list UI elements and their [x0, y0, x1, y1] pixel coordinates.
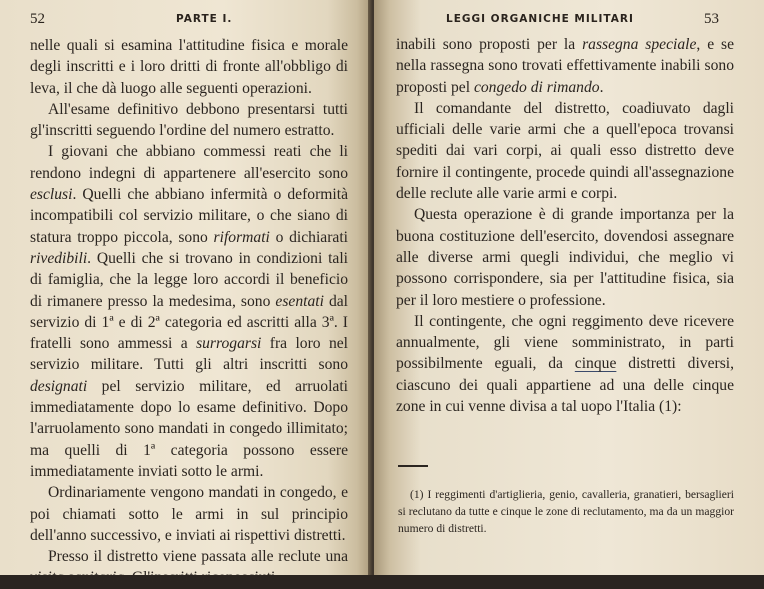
italic-term: esentati [275, 292, 324, 310]
paragraph [396, 98, 734, 204]
italic-term: surrogarsi [196, 335, 262, 353]
paragraph [30, 546, 348, 589]
footnote [398, 486, 734, 537]
paragraph [396, 311, 734, 417]
text-run: . Gl'inscritti riconosciuti [124, 569, 276, 587]
footnote-text: (1) I reggimenti d'artiglieria, genio, cavalleria, granatieri, bersaglieri si reclutano da tutte e cinque le zone di reclutamento, ma da un maggior numero di distretti. [398, 488, 734, 535]
underlined-word: cinque [574, 355, 617, 373]
text-run: dal servizio di 1ª e di 2ª categoria ed ascritti alla 3ª. I fratelli sono ammessi a [30, 292, 349, 353]
text-run: I giovani che abbiano commessi reati che li rendono indegni di appartenere all'esercito sono [30, 143, 348, 182]
italic-term: riformati [213, 228, 270, 246]
running-head: PARTE I. [176, 13, 233, 25]
page-number: 53 [704, 11, 719, 27]
text-run: . [599, 78, 604, 96]
italic-term: visita sanitaria [30, 569, 125, 587]
italic-term: esclusi [30, 186, 73, 204]
running-head: LEGGI ORGANICHE MILITARI [446, 13, 634, 25]
page-number: 52 [30, 11, 45, 27]
text-run: Ordinariamente vengono mandati in congedo, e poi chiamati sotto le armi in sul principio dell'anno successivo, e inviati ai rispettivi distretti. [30, 484, 348, 544]
italic-term: congedo di rimando [473, 78, 600, 96]
text-run: nelle quali si esamina l'attitudine fisica e morale degli inscritti e i loro dritti di fronte all'obbligo di leva, il che dà luogo alle seguenti operazioni. [30, 37, 348, 97]
text-run: Il contingente, che ogni reggimento deve ricevere annualmente, gli viene somministrato, in parti possibilmente eguali, da [396, 312, 734, 373]
body-text [396, 34, 734, 417]
text-run: . Quelli che abbiano infermità o deformità incompatibili col servizio militare, o che siano di statura troppo piccola, sono [30, 186, 348, 246]
paragraph [30, 99, 348, 142]
paragraph [30, 35, 348, 99]
body-text [30, 35, 348, 589]
paragraph [30, 482, 348, 546]
italic-term: designati [30, 377, 88, 395]
left-page [0, 0, 372, 587]
text-run: o dichiarati [269, 228, 348, 246]
text-run: . Quelli che si trovano in condizioni tali di famiglia, che la legge loro accordi il beneficio di rimanere presso la medesima, sono [30, 249, 348, 310]
text-run: distretti diversi, ciascuno dei quali appartiene ad una delle cinque zone in cui venne divisa a tal uopo l'Italia (1): [396, 355, 734, 416]
footnote-rule [398, 465, 428, 467]
text-run: Questa operazione è di grande importanza per la buona costituzione dell'esercito, dovendosi assegnare alle diverse armi quegli individui, che meglio vi possono corrispondere, sia per l'attitudine fisica, sia per il loro mestiere o professione. [396, 206, 734, 309]
text-run: Il comandante del distretto, coadiuvato dagli ufficiali delle varie armi che a quell'epoca trovansi spediti dai vari corpi, ai quali esso distretto deve fornire il contingente, procede quindi all'assegnazione delle reclute alle varie armi e corpi. [396, 99, 734, 203]
text-run: Presso il distretto viene passata alle reclute una [48, 548, 348, 566]
text-run: pel servizio militare, ed arruolati immediatamente dopo lo esame definitivo. Dopo l'arruolamento sono mandati in congedo illimitato; ma quelli di 1ª categoria possono essere immediatamente inviati sotto le armi. [30, 377, 348, 480]
right-page [374, 0, 764, 575]
italic-term: rassegna speciale [582, 36, 697, 53]
text-run: All'esame definitivo debbono presentarsi tutti gl'inscritti seguendo l'ordine del numero estratto. [30, 100, 348, 140]
paragraph [396, 34, 734, 98]
italic-term: rivedibili [30, 249, 88, 267]
text-run: inabili sono proposti per la [396, 36, 583, 53]
paragraph [396, 204, 734, 310]
paragraph [30, 141, 348, 482]
text-run: fra loro nel servizio militare. Tutti gli altri inscritti sono [30, 335, 348, 374]
text-run: , e se nella rassegna sono trovati effettivamente inabili sono proposti pel [396, 36, 734, 96]
